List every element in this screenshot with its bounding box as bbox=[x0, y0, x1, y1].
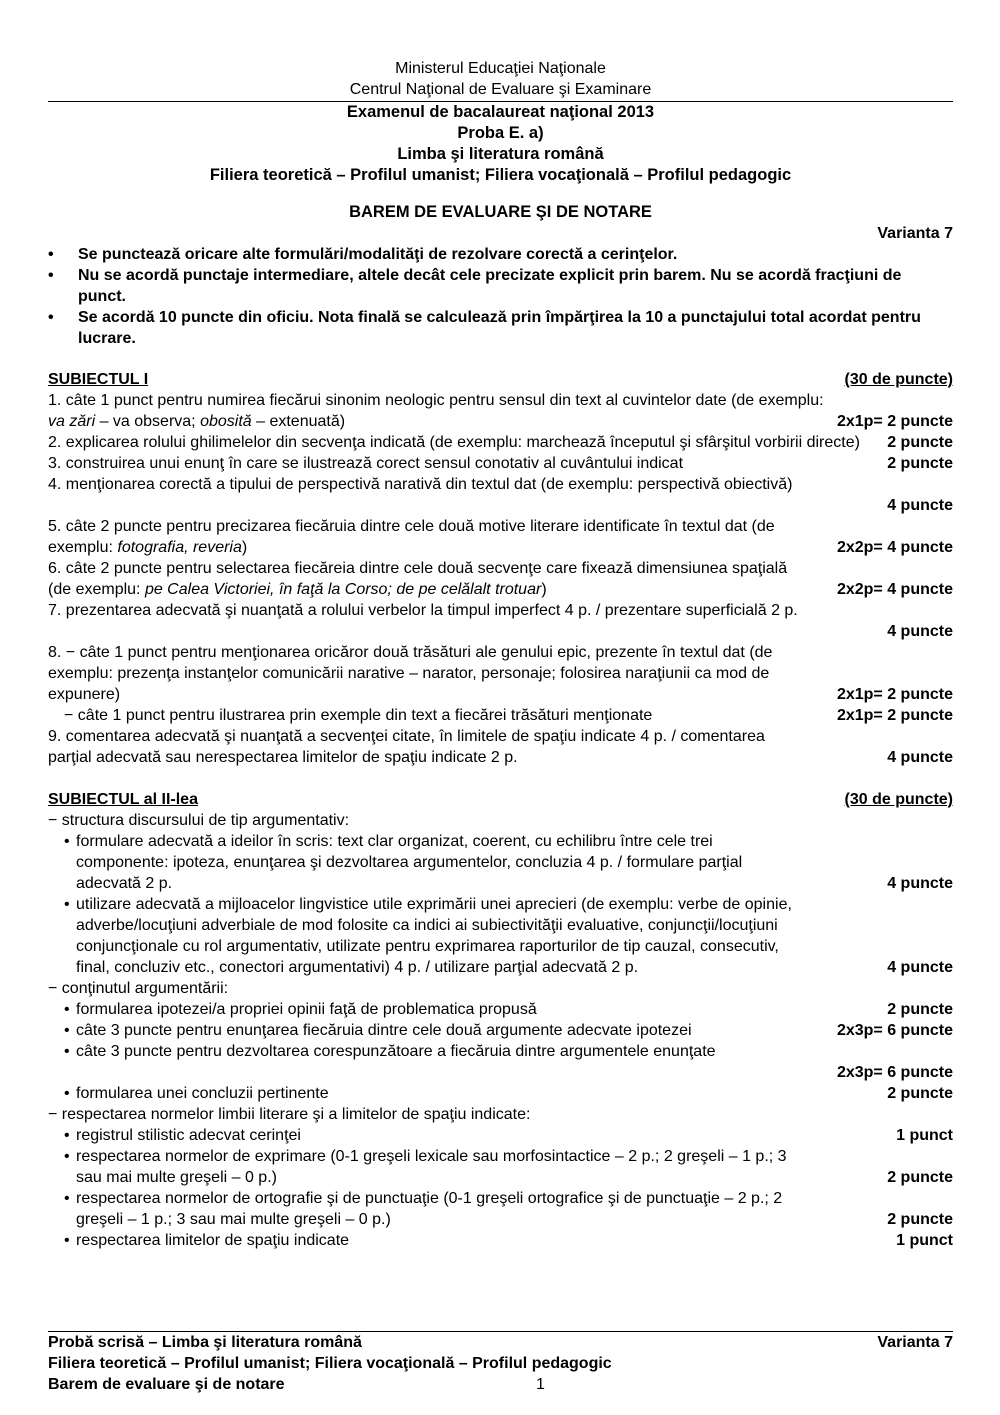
bullet-icon: • bbox=[64, 1148, 70, 1165]
bullet-icon: • bbox=[64, 1127, 70, 1144]
item-6: 6. câte 2 puncte pentru selectarea fiecăreia dintre cele două secvenţe care fixează dimensiunea spaţială (de exemplu: pe Calea Victoriei, în faţă la Corso; de pe celălalt trotuar) 2x2p= 4 puncte bbox=[48, 560, 953, 598]
item-1: 1. câte 1 punct pentru numirea fiecărui sinonim neologic pentru sensul din text al cuvintelor date (de exemplu: 2x1p= 2 puncte va zări – va observa; obosită – extenuată) bbox=[48, 392, 953, 430]
criterion-item: • 2x3p= 6 puncte câte 3 puncte pentru enunţarea fiecăruia dintre cele două argumente adecvate ipotezei bbox=[64, 1022, 953, 1039]
barem-title: BAREM DE EVALUARE ŞI DE NOTARE bbox=[349, 203, 652, 221]
criterion-item: • 2 puncte formularea ipotezei/a propriei opinii faţă de problematica propusă bbox=[64, 1001, 953, 1018]
footer-filiera: Filiera teoretică – Profilul umanist; Filiera vocaţională – Profilul pedagogic bbox=[48, 1355, 612, 1372]
footer-proba: Probă scrisă – Limba şi literatura română bbox=[48, 1334, 362, 1351]
item-5: 5. câte 2 puncte pentru precizarea fiecăruia dintre cele două motive literare identificate în textul dat (de exemplu: fotografia, reveria) 2x2p= 4 puncte bbox=[48, 518, 953, 556]
footer-varianta: Varianta 7 bbox=[877, 1334, 953, 1351]
criterion-item: • utilizare adecvată a mijloacelor lingvistice utile exprimării unei aprecieri (de exemplu: verbe de opinie, adverbe/locuţiuni adverbiale de mod folosite ca indici ai subiectivităţii evaluative, conjuncţii/locuţiuni conjuncţionale cu rol argumentativ, utilizate pentru exprimarea raporturilor de tip cauzal, consecutiv, final, concluziv etc., conectori argumentativi) 4 p. / utilizare parţial adecvată 2 p. 4 puncte bbox=[64, 896, 953, 976]
item-7: 7. prezentarea adecvată şi nuanţată a rolului verbelor la timpul imperfect 4 p. / prezentare superficială 2 p. 4 puncte bbox=[48, 602, 953, 640]
criterion-item: • câte 3 puncte pentru dezvoltarea corespunzătoare a fiecăruia dintre argumentele enunţate bbox=[64, 1043, 716, 1060]
rule-item: • Se acordă 10 puncte din oficiu. Nota finală se calculează prin împărţirea la 10 a punctajului total acordat pentru lucrare. bbox=[48, 309, 921, 347]
bullet-icon: • bbox=[64, 1043, 70, 1060]
subject-2-heading: SUBIECTUL al II-lea (30 de puncte) bbox=[48, 791, 953, 808]
criterion-item: • 1 punct respectarea limitelor de spaţiu indicate bbox=[64, 1232, 953, 1249]
page-header bbox=[48, 58, 953, 102]
rules-list bbox=[48, 244, 953, 349]
criterion-item: • formulare adecvată a ideilor în scris: text clar organizat, coerent, cu echilibru între cele trei componente: ipoteza, enunţarea şi dezvoltarea argumentelor, concluzia 4 p. / formulare parţial adecvată 2 p. 4 puncte bbox=[64, 833, 953, 892]
subject-1-heading: SUBIECTUL I (30 de puncte) bbox=[48, 371, 953, 388]
criterion-item: • respectarea normelor de ortografie şi de punctuaţie (0-1 greşeli ortografice şi de punctuaţie – 2 p.; 2 greşeli – 1 p.; 3 sau mai multe greşeli – 0 p.) 2 puncte bbox=[64, 1190, 953, 1228]
bullet-icon: • bbox=[64, 833, 70, 850]
bullet-icon: • bbox=[64, 896, 70, 913]
bullet-icon: • bbox=[48, 267, 54, 284]
page-number: 1 bbox=[536, 1376, 545, 1393]
bullet-icon: • bbox=[48, 309, 54, 326]
exam-title: Examenul de bacalaureat naţional 2013 bbox=[346, 103, 655, 121]
rule-item: • Nu se acordă punctaje intermediare, altele decât cele precizate explicit prin barem. Nu se acordă fracţiuni de punct. bbox=[48, 267, 902, 305]
bullet-icon: • bbox=[64, 1190, 70, 1207]
ministry-name: Ministerul Educaţiei Naţionale bbox=[395, 60, 606, 77]
footer-barem: Barem de evaluare şi de notare bbox=[48, 1376, 285, 1393]
bullet-icon: • bbox=[64, 1001, 70, 1018]
filiera-title: Filiera teoretică – Profilul umanist; Filiera vocaţională – Profilul pedagogic bbox=[209, 166, 792, 184]
item-4: 4. menţionarea corectă a tipului de perspectivă narativă din textul dat (de exemplu: perspectivă obiectivă) 4 puncte bbox=[48, 476, 953, 514]
item-9: 9. comentarea adecvată şi nuanţată a secvenţei citate, în limitele de spaţiu indicate 4 p. / comentarea parţial adecvată sau nerespectarea limitelor de spaţiu indicate 2 p. 4 puncte bbox=[48, 728, 953, 766]
varianta-label: Varianta 7 bbox=[877, 225, 953, 242]
group-content: − conţinutul argumentării: • 2 puncte formularea ipotezei/a propriei opinii faţă de problematica propusă • 2x3p= 6 puncte câte 3 puncte pentru enunţarea fiecăruia dintre cele două argumente adecvate ipotezei • câte 3 puncte pentru dezvoltarea corespunzătoare a fiecăruia dintre argumentele enunţate 2x3p= 6 puncte • 2 puncte formularea unei concluzii pertinente bbox=[48, 980, 953, 1102]
group-structure: − structura discursului de tip argumentativ: • formulare adecvată a ideilor în scris: text clar organizat, coerent, cu echilibru între cele trei componente: ipoteza, enunţarea şi dezvoltarea argumentelor, concluzia 4 p. / formulare parţial adecvată 2 p. 4 puncte • utilizare adecvată a mijloacelor lingvistice utile exprimării unei aprecieri (de exemplu: verbe de opinie, adverbe/locuţiuni adverbiale de mod folosite ca indici ai subiectivităţii evaluative, conjuncţii/locuţiuni conjuncţionale cu rol argumentativ, utilizate pentru exprimarea raporturilor de tip cauzal, consecutiv, final, concluziv etc., conectori argumentativi) 4 p. / utilizare parţial adecvată 2 p. 4 puncte bbox=[48, 812, 953, 976]
document-page bbox=[48, 58, 953, 1251]
rule-item: • Se punctează oricare alte formulări/modalităţi de rezolvare corectă a cerinţelor. bbox=[48, 246, 678, 263]
proba-title: Proba E. a) bbox=[457, 124, 544, 142]
center-name: Centrul Naţional de Evaluare şi Examinare bbox=[349, 81, 652, 98]
bullet-icon: • bbox=[64, 1232, 70, 1249]
bullet-icon: • bbox=[64, 1022, 70, 1039]
page-footer bbox=[48, 1331, 953, 1395]
criterion-item: • 1 punct registrul stilistic adecvat cerinţei bbox=[64, 1127, 953, 1144]
item-2: 2. explicarea rolului ghilimelelor din secvenţa indicată (de exemplu: marchează începutul şi sfârşitul vorbirii directe) 2 puncte bbox=[48, 434, 953, 451]
subject-title: Limba şi literatura română bbox=[397, 145, 604, 163]
criterion-item: • respectarea normelor de exprimare (0-1 greşeli lexicale sau morfosintactice – 2 p.; 2 greşeli – 1 p.; 3 sau mai multe greşeli – 0 p.) 2 puncte bbox=[64, 1148, 953, 1186]
group-norms: − respectarea normelor limbii literare şi a limitelor de spaţiu indicate: • 1 punct registrul stilistic adecvat cerinţei • respectarea normelor de exprimare (0-1 greşeli lexicale sau morfosintactice – 2 p.; 2 greşeli – 1 p.; 3 sau mai multe greşeli – 0 p.) 2 puncte • respectarea normelor de ortografie şi de punctuaţie (0-1 greşeli ortografice şi de punctuaţie – 2 p.; 2 greşeli – 1 p.; 3 sau mai multe greşeli – 0 p.) 2 puncte • 1 punct respectarea limitelor de spaţiu indicate bbox=[48, 1106, 953, 1249]
item-8: 8. − câte 1 punct pentru menţionarea oricăror două trăsături ale genului epic, prezente în textul dat (de exemplu: prezenţa instanţelor comunicării narative – narator, personaje; folosirea naraţiunii ca mod de expunere) 2x1p= 2 puncte 2x1p= 2 puncte − câte 1 punct pentru ilustrarea prin exemple din text a fiecărei trăsături menţionate bbox=[48, 644, 953, 724]
criterion-item: • 2 puncte formularea unei concluzii pertinente bbox=[64, 1085, 953, 1102]
bullet-icon: • bbox=[64, 1085, 70, 1102]
item-3: 2 puncte 3. construirea unui enunţ în care se ilustrează corect sensul conotativ al cuvântului indicat bbox=[48, 455, 953, 472]
bullet-icon: • bbox=[48, 246, 54, 263]
